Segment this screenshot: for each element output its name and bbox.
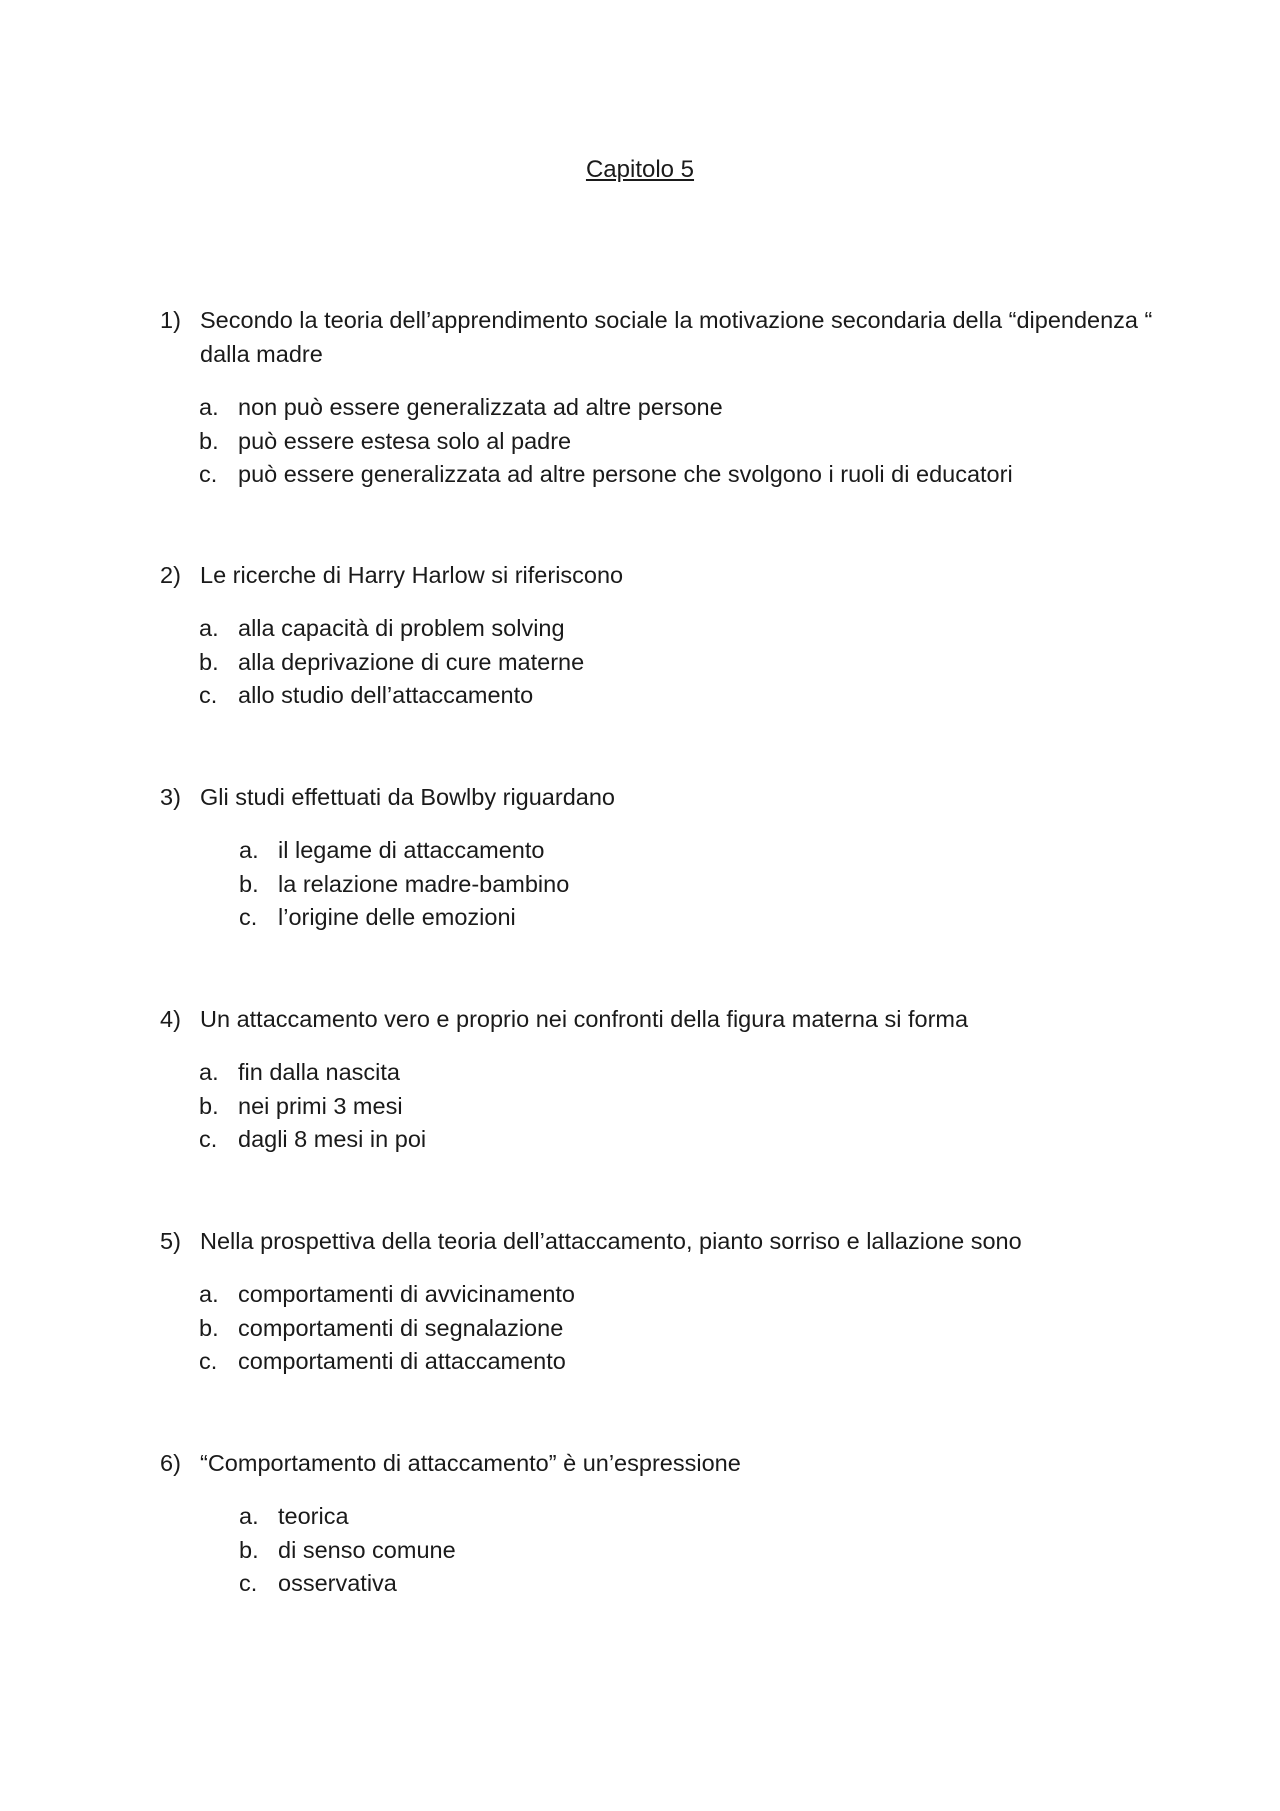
question-text: Le ricerche di Harry Harlow si riferiscono <box>200 562 624 588</box>
question-stem <box>160 558 1160 592</box>
option-letter: a. <box>199 615 219 641</box>
answer-options <box>200 834 1160 935</box>
option-letter: b. <box>199 427 219 454</box>
answer-option-c <box>200 901 1160 935</box>
question-text: “Comportamento di attaccamento” è un’espressione <box>200 1450 741 1476</box>
question-number: 3) <box>160 784 181 810</box>
option-letter: a. <box>239 1503 259 1529</box>
question-5 <box>160 1224 1160 1379</box>
question-stem <box>160 1224 1160 1258</box>
option-text: può essere generalizzata ad altre persone che svolgono i ruoli di educatori <box>238 461 1013 487</box>
question-4 <box>160 1002 1160 1157</box>
answer-option-b <box>160 425 1160 459</box>
option-letter: b. <box>199 1314 219 1341</box>
option-letter: c. <box>239 1570 258 1596</box>
option-text: fin dalla nascita <box>238 1059 400 1085</box>
answer-option-a <box>160 391 1160 425</box>
answer-options <box>160 1278 1160 1379</box>
answer-option-b <box>200 1534 1160 1568</box>
question-number: 6) <box>160 1450 181 1476</box>
question-text: Un attaccamento vero e proprio nei confronti della figura materna si forma <box>200 1006 969 1032</box>
question-number: 4) <box>160 1006 181 1032</box>
question-stem <box>160 303 1160 371</box>
option-text: alla deprivazione di cure materne <box>238 648 585 675</box>
option-letter: a. <box>199 394 219 420</box>
option-letter: b. <box>199 1092 219 1119</box>
option-text: non può essere generalizzata ad altre persone <box>238 394 723 420</box>
option-letter: b. <box>239 1536 259 1563</box>
option-letter: c. <box>239 904 258 930</box>
answer-option-b <box>160 1090 1160 1124</box>
option-letter: b. <box>199 648 219 675</box>
answer-option-c <box>160 1345 1160 1379</box>
option-text: può essere estesa solo al padre <box>238 427 572 454</box>
option-letter: a. <box>199 1281 219 1307</box>
question-stem <box>160 780 1160 814</box>
option-text: comportamenti di segnalazione <box>238 1314 564 1341</box>
question-text: Nella prospettiva della teoria dell’attaccamento, pianto sorriso e lallazione sono <box>200 1228 1022 1254</box>
answer-option-a <box>160 612 1160 646</box>
option-letter: a. <box>199 1059 219 1085</box>
question-1 <box>160 303 1160 492</box>
option-text: alla capacità di problem solving <box>238 615 565 641</box>
option-text: allo studio dell’attaccamento <box>238 682 534 708</box>
option-text: nei primi 3 mesi <box>238 1092 403 1119</box>
answer-option-b <box>160 1312 1160 1346</box>
option-letter: c. <box>199 682 218 708</box>
answer-options <box>160 612 1160 713</box>
answer-option-a <box>160 1278 1160 1312</box>
question-text: Secondo la teoria dell’apprendimento sociale la motivazione secondaria della “dipendenza “ dalla madre <box>200 307 1153 367</box>
option-letter: c. <box>199 461 218 487</box>
question-stem <box>160 1446 1160 1480</box>
answer-options <box>200 1500 1160 1601</box>
answer-option-a <box>160 1056 1160 1090</box>
answer-options <box>160 391 1160 492</box>
question-number: 5) <box>160 1228 181 1254</box>
answer-option-b <box>200 868 1160 902</box>
option-text: l’origine delle emozioni <box>278 904 516 930</box>
answer-option-c <box>160 458 1160 492</box>
answer-option-c <box>160 679 1160 713</box>
option-text: dagli 8 mesi in poi <box>238 1126 427 1152</box>
option-letter: c. <box>199 1126 218 1152</box>
answer-option-a <box>200 834 1160 868</box>
question-number: 1) <box>160 307 181 333</box>
question-6 <box>160 1446 1160 1601</box>
option-text: la relazione madre-bambino <box>278 870 570 897</box>
answer-option-c <box>200 1567 1160 1601</box>
question-2 <box>160 558 1160 713</box>
option-letter: c. <box>199 1348 218 1374</box>
question-stem <box>160 1002 1160 1036</box>
answer-option-c <box>160 1123 1160 1157</box>
option-text: di senso comune <box>278 1536 456 1563</box>
answer-options <box>160 1056 1160 1157</box>
option-letter: b. <box>239 870 259 897</box>
option-text: il legame di attaccamento <box>278 837 545 863</box>
answer-option-a <box>200 1500 1160 1534</box>
question-number: 2) <box>160 562 181 588</box>
option-text: teorica <box>278 1503 349 1529</box>
option-text: comportamenti di avvicinamento <box>238 1281 575 1307</box>
option-letter: a. <box>239 837 259 863</box>
answer-option-b <box>160 646 1160 680</box>
question-text: Gli studi effettuati da Bowlby riguardano <box>200 784 615 810</box>
option-text: osservativa <box>278 1570 397 1596</box>
page-title: Capitolo 5 <box>585 156 695 183</box>
option-text: comportamenti di attaccamento <box>238 1348 566 1374</box>
question-3 <box>160 780 1160 935</box>
